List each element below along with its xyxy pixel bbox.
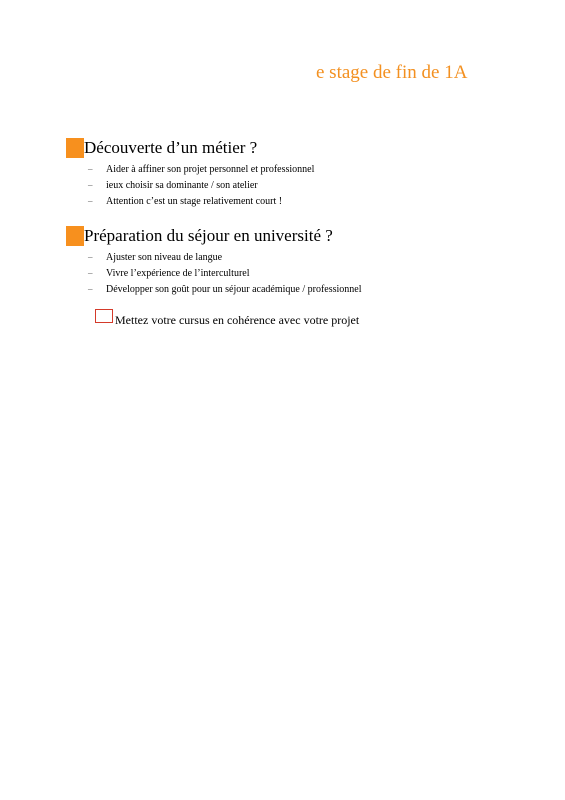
list-item-text: Ajuster son niveau de langue (106, 251, 223, 263)
list-item (88, 249, 362, 265)
slide-title: e stage de fin de 1A (316, 62, 468, 83)
list-item-text: ieux choisir sa dominante / son atelier (106, 179, 258, 191)
list-item-text: Attention c’est un stage relativement court ! (106, 195, 283, 207)
dash-bullet-icon: – (88, 268, 93, 278)
section-heading: Découverte d’un métier ? (84, 138, 258, 157)
list-item (88, 161, 314, 177)
orange-square-bullet-icon (66, 138, 84, 158)
list-item-text: Aider à affiner son projet personnel et professionnel (106, 163, 315, 175)
section-preparation (66, 225, 362, 297)
note-text: Mettez votre cursus en cohérence avec votre projet (115, 313, 360, 327)
dash-bullet-icon: – (88, 164, 93, 174)
bullet-list (88, 249, 362, 297)
dash-bullet-icon: – (88, 180, 93, 190)
section-heading: Préparation du séjour en université ? (84, 226, 333, 245)
list-item (88, 265, 362, 281)
list-item (88, 177, 314, 193)
dash-bullet-icon: – (88, 284, 93, 294)
list-item-text: Développer son goût pour un séjour académique / professionnel (106, 283, 362, 295)
dash-bullet-icon: – (88, 252, 93, 262)
red-box-marker-icon (95, 309, 113, 323)
bullet-list (88, 161, 314, 209)
section-heading-row (66, 225, 362, 247)
list-item (88, 193, 314, 209)
section-heading-row (66, 137, 314, 159)
list-item (88, 281, 362, 297)
list-item-text: Vivre l’expérience de l’interculturel (106, 267, 250, 279)
note-callout (95, 308, 359, 327)
orange-square-bullet-icon (66, 226, 84, 246)
section-decouverte (66, 137, 314, 209)
dash-bullet-icon: – (88, 196, 93, 206)
